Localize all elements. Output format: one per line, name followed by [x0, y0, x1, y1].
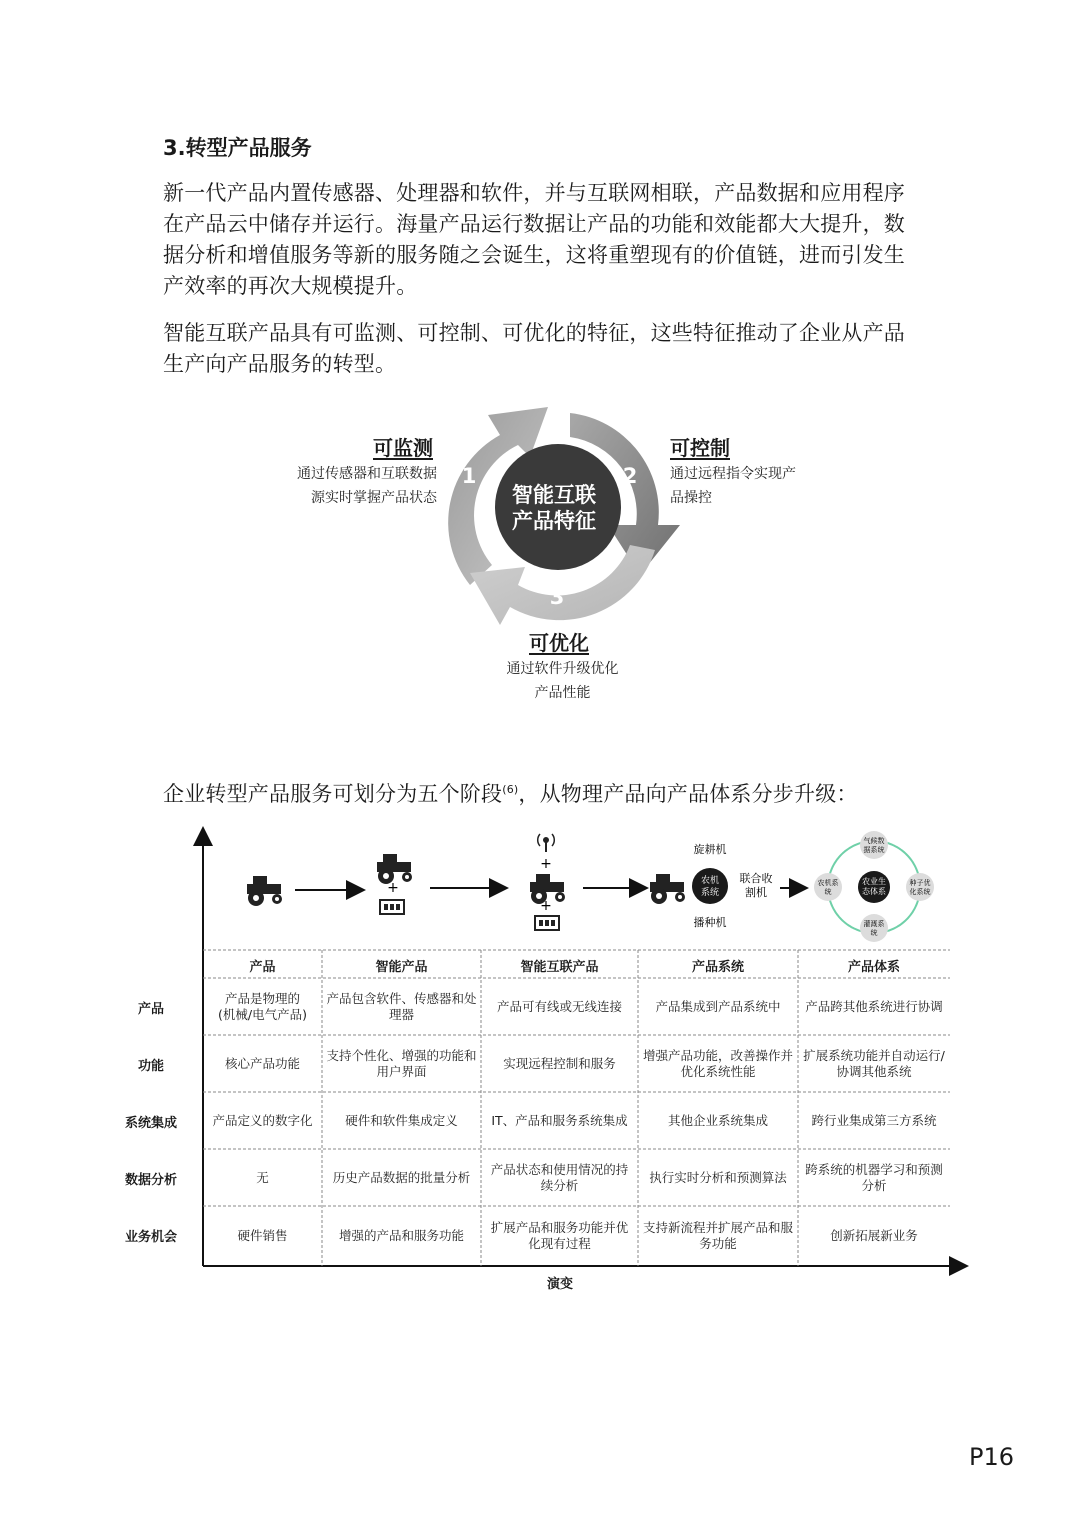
- table-cell: 硬件销售: [237, 1228, 288, 1243]
- antenna-icon: [538, 834, 555, 852]
- table-cell: 跨行业集成第三方系统: [811, 1112, 937, 1128]
- paragraph-stages: [163, 774, 923, 810]
- irrigation-system-label-2: 统: [870, 929, 878, 937]
- cycle-number-3: 3: [549, 585, 565, 609]
- seed-system-label-2: 化系统: [909, 888, 931, 896]
- table-cell: 硬件和软件集成定义: [345, 1112, 458, 1128]
- paragraph-stages-tail: ，从物理产品向产品体系分步升级：: [518, 782, 858, 806]
- paragraph-intro: 新一代产品内置传感器、处理器和软件，并与互联网相联，产品数据和应用程序在产品云中储存并运行。海量产品运行数据让产品的功能和效能都大大提升，数据分析和增值服务等新的服务随之会诞生，这将重塑现有的价值链，进而引发生产效率的再次大规模提升。: [163, 181, 905, 298]
- row-label-product: 产品: [137, 1002, 164, 1017]
- tractor-icon: [650, 874, 685, 904]
- paragraph-stages-text: 企业转型产品服务可划分为五个阶段: [163, 782, 503, 806]
- row-label-integration: 系统集成: [124, 1116, 177, 1131]
- cycle-number-1: 1: [461, 464, 477, 488]
- chip-icon: [535, 916, 559, 930]
- table-cell: 其他企业系统集成: [667, 1112, 768, 1128]
- reference-superscript: (6): [502, 783, 519, 796]
- table-cell: 产品可有线或无线连接: [496, 998, 622, 1014]
- table-cell: 跨系统的机器学习和预测分析: [805, 1161, 943, 1193]
- table-cell: IT、产品和服务系统集成: [491, 1112, 628, 1128]
- ag-system-label-1: 农机: [700, 876, 720, 886]
- feature-monitor-desc-line2: 源实时掌握产品状态: [311, 490, 437, 506]
- ag-system-label-2: 系统: [700, 888, 720, 898]
- feature-optimize-desc: [480, 657, 645, 705]
- table-cell: 历史产品数据的批量分析: [332, 1169, 471, 1185]
- harvester-label-1: 联合收: [739, 872, 773, 885]
- table-cell: 产品包含软件、传感器和处理器: [326, 990, 477, 1022]
- plus-sign: +: [540, 898, 552, 914]
- section-title: 3.转型产品服务: [163, 136, 312, 160]
- column-header-product: 产品: [249, 960, 276, 975]
- column-header-smart-product: 智能产品: [375, 960, 428, 975]
- paragraph-features: 智能互联产品具有可监测、可控制、可优化的特征，这些特征推动了企业从产品生产向产品服务的转型。: [163, 321, 905, 376]
- page-number: P16: [968, 1443, 1014, 1471]
- machine-system-label-2: 统: [824, 888, 832, 896]
- irrigation-system-label-1: 灌溉系: [863, 920, 885, 928]
- tractor-icon: [247, 876, 282, 906]
- feature-monitor-desc: [272, 462, 437, 510]
- table-cell: 无: [256, 1169, 269, 1185]
- cycle-center-line1: 智能互联: [512, 483, 596, 507]
- rotary-tiller-label: 旋耕机: [693, 843, 727, 856]
- ecosystem-center-label-2: 态体系: [862, 887, 886, 896]
- x-axis-label: 演变: [546, 1277, 573, 1292]
- feature-control-title: 可控制: [670, 436, 730, 460]
- table-cell: 产品集成到产品系统中: [655, 998, 781, 1014]
- feature-optimize-desc-line1: 通过软件升级优化: [506, 661, 619, 677]
- table-cell: 产品是物理的 (机械/电气产品): [218, 990, 307, 1022]
- table-cell: 产品定义的数字化: [212, 1112, 313, 1128]
- plus-sign: +: [387, 880, 399, 896]
- table-cell: 支持新流程并扩展产品和服务功能: [642, 1220, 793, 1251]
- machine-system-label-1: 农机系: [817, 879, 839, 887]
- cycle-number-2: 2: [622, 464, 638, 488]
- ecosystem-center-label-1: 农业生: [862, 877, 886, 886]
- harvester-label-2: 割机: [745, 886, 767, 899]
- plus-sign: +: [540, 856, 552, 872]
- table-cell: 增强产品功能，改善操作并优化系统性能: [642, 1047, 793, 1079]
- column-header-product-system: 产品系统: [691, 960, 744, 975]
- weather-system-label-2: 据系统: [863, 846, 885, 854]
- table-cell: 增强的产品和服务功能: [338, 1228, 464, 1243]
- feature-control-desc-line2: 品操控: [670, 490, 712, 506]
- table-cell: 产品跨其他系统进行协调: [805, 998, 943, 1014]
- seeder-label: 播种机: [693, 916, 727, 929]
- column-header-connected-product: 智能互联产品: [520, 960, 599, 975]
- ag-system-node: [692, 868, 728, 904]
- table-cell: 核心产品功能: [224, 1055, 300, 1071]
- chip-icon: [380, 900, 404, 914]
- irrigation-system-node: [860, 914, 888, 942]
- cycle-center-line2: 产品特征: [512, 509, 596, 533]
- feature-control-desc: [670, 462, 830, 510]
- weather-system-node: [860, 831, 888, 859]
- feature-control-desc-line1: 通过远程指令实现产: [670, 466, 796, 482]
- feature-monitor-desc-line1: 通过传感器和互联数据: [297, 466, 437, 482]
- weather-system-label-1: 气候数: [863, 837, 885, 845]
- row-label-function: 功能: [137, 1059, 164, 1074]
- cycle-diagram: [430, 385, 700, 625]
- seed-system-node: [906, 873, 934, 901]
- table-cell: 执行实时分析和预测算法: [649, 1169, 787, 1185]
- seed-system-label-1: 种子优: [909, 879, 931, 887]
- table-cell: 扩展系统功能并自动运行/协调其他系统: [803, 1047, 945, 1079]
- table-cell: 创新拓展新业务: [830, 1228, 918, 1243]
- table-cell: 支持个性化、增强的功能和用户界面: [326, 1047, 477, 1079]
- row-label-business: 业务机会: [124, 1230, 177, 1245]
- machine-system-node: [814, 873, 842, 901]
- column-header-product-ecosystem: 产品体系: [847, 960, 900, 975]
- cycle-center-circle: [495, 444, 621, 570]
- table-cell: 扩展产品和服务功能并优化现有过程: [490, 1220, 629, 1251]
- feature-monitor-title: 可监测: [373, 436, 433, 460]
- table-cell: 实现远程控制和服务: [503, 1055, 616, 1071]
- row-label-analytics: 数据分析: [124, 1173, 177, 1188]
- table-cell: 产品状态和使用情况的持续分析: [490, 1161, 629, 1193]
- feature-optimize-desc-line2: 产品性能: [534, 685, 591, 701]
- feature-optimize-title: 可优化: [529, 631, 589, 655]
